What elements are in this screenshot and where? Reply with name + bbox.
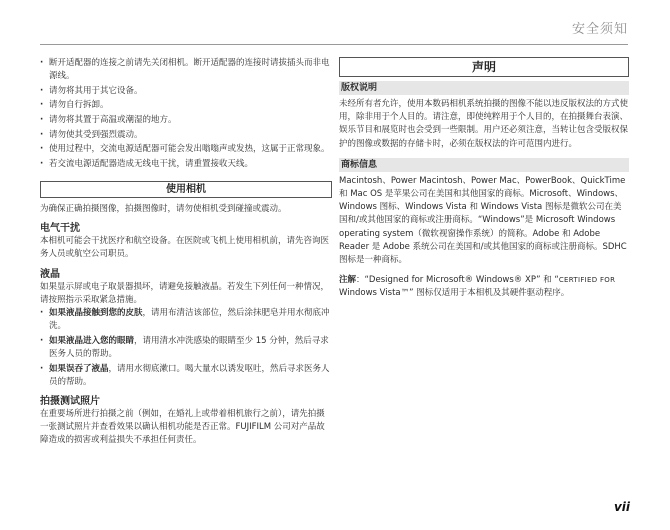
list-item <box>40 363 332 389</box>
note-text: ：“Designed for Microsoft® Windows® XP” 和 “ <box>356 275 559 286</box>
list-item: · 请勿将其置于高温或潮湿的地方。 <box>40 114 332 127</box>
note-certified-text: CERTIFIED FOR <box>558 276 616 285</box>
note-paragraph <box>339 274 629 300</box>
lcd-heading: 液晶 <box>40 268 60 280</box>
list-item-text: ，请用水彻底漱口。喝大量水以诱发呕吐，然后寻求医务人员的帮助。 <box>49 363 330 387</box>
list-item <box>40 335 332 361</box>
list-item-text: ，请用布清洁该部位，然后涂抹肥皂并用水彻底冲洗。 <box>49 307 330 332</box>
lcd-emergency-list <box>40 307 332 389</box>
list-item: · 断开适配器的连接之前请先关闭相机。断开适配器的连接时请拔插头而非电源线。 <box>40 57 332 83</box>
list-item-lead: 如果误吞了液晶 <box>49 363 109 374</box>
note-text-end: Windows Vista™” 图标仅适用于本相机及其硬件驱动程序。 <box>339 288 570 299</box>
header-divider <box>40 44 628 45</box>
copyright-heading: 版权说明 <box>339 81 629 95</box>
lcd-text: 如果显示屏或电子取景器损坏，请避免接触液晶。若发生下列任何一种情况，请按照指示采取紧急措施。 <box>40 281 330 305</box>
list-item-lead: 如果液晶进入您的眼睛 <box>49 335 135 346</box>
notices-heading: 声明 <box>339 57 629 77</box>
right-column <box>339 57 629 301</box>
electrical-interference-heading: 电气干扰 <box>40 223 80 235</box>
list-item: · 请勿将其用于其它设备。 <box>40 85 332 98</box>
page-number: vii <box>613 500 630 514</box>
adapter-precautions-list <box>40 57 332 171</box>
list-item: · 请勿使其受到强烈震动。 <box>40 129 332 142</box>
trademark-text: Macintosh、Power Macintosh、Power Mac、PowerBook、QuickTime 和 Mac OS 是苹果公司在美国和其他国家的商标。Microsoft、Windows、Windows 图标、Windows Vista 和 Windows Vista 图标是微软公司在美国和/或其他国家的商标或注册商标。“Windows”是 Microsoft Windows operating system（微软视窗操作系统）的简称。Adobe 和 Adobe Reader 是 Adobe 系统公司在美国和/或其他国家的商标或注册商标。SDHC 图标是一种商标。 <box>339 175 627 266</box>
section-title: 安全须知 <box>571 22 628 37</box>
list-item-lead: 如果液晶接触到您的皮肤 <box>49 307 143 318</box>
trademark-heading: 商标信息 <box>339 158 629 172</box>
list-item: · 请勿自行拆卸。 <box>40 99 332 112</box>
using-camera-text: 为确保正确拍摄图像，拍摄图像时，请勿使相机受到碰撞或震动。 <box>40 203 287 214</box>
copyright-text: 未经所有者允许，使用本数码相机系统拍摄的图像不能以违反版权法的方式使用，除非用于个人目的。请注意，即使纯粹用于个人目的，在拍摄舞台表演、娱乐节目和展览时也会受到一些限制。用户还必须注意，当转让包含受版权保护的图像或数据的存储卡时，必须在版权法的许可范围内进行。 <box>339 99 629 149</box>
test-shots-heading: 拍摄测试照片 <box>40 395 100 407</box>
electrical-interference-text: 本相机可能会干扰医疗和航空设备。在医院或飞机上使用相机前，请先咨询医务人员或航空公司职员。 <box>40 236 330 260</box>
list-item: · 若交流电源适配器造成无线电干扰，请重置接收天线。 <box>40 158 332 171</box>
list-item-text: ，请用清水冲洗感染的眼睛至少 15 分钟，然后寻求医务人员的帮助。 <box>49 335 329 359</box>
list-item: · 使用过程中，交流电源适配器可能会发出嗡嗡声或发热，这属于正常现象。 <box>40 143 332 156</box>
using-camera-heading: 使用相机 <box>40 181 332 198</box>
list-item <box>40 307 332 333</box>
note-label: 注解 <box>339 275 357 286</box>
test-shots-text: 在重要场所进行拍摄之前（例如，在婚礼上或带着相机旅行之前），请先拍摄一张测试照片并查看效果以确认相机功能是否正常。FUJIFILM 公司对产品故障造成的损害或利益损失不承担任何责任。 <box>40 408 325 446</box>
left-column <box>40 57 332 448</box>
